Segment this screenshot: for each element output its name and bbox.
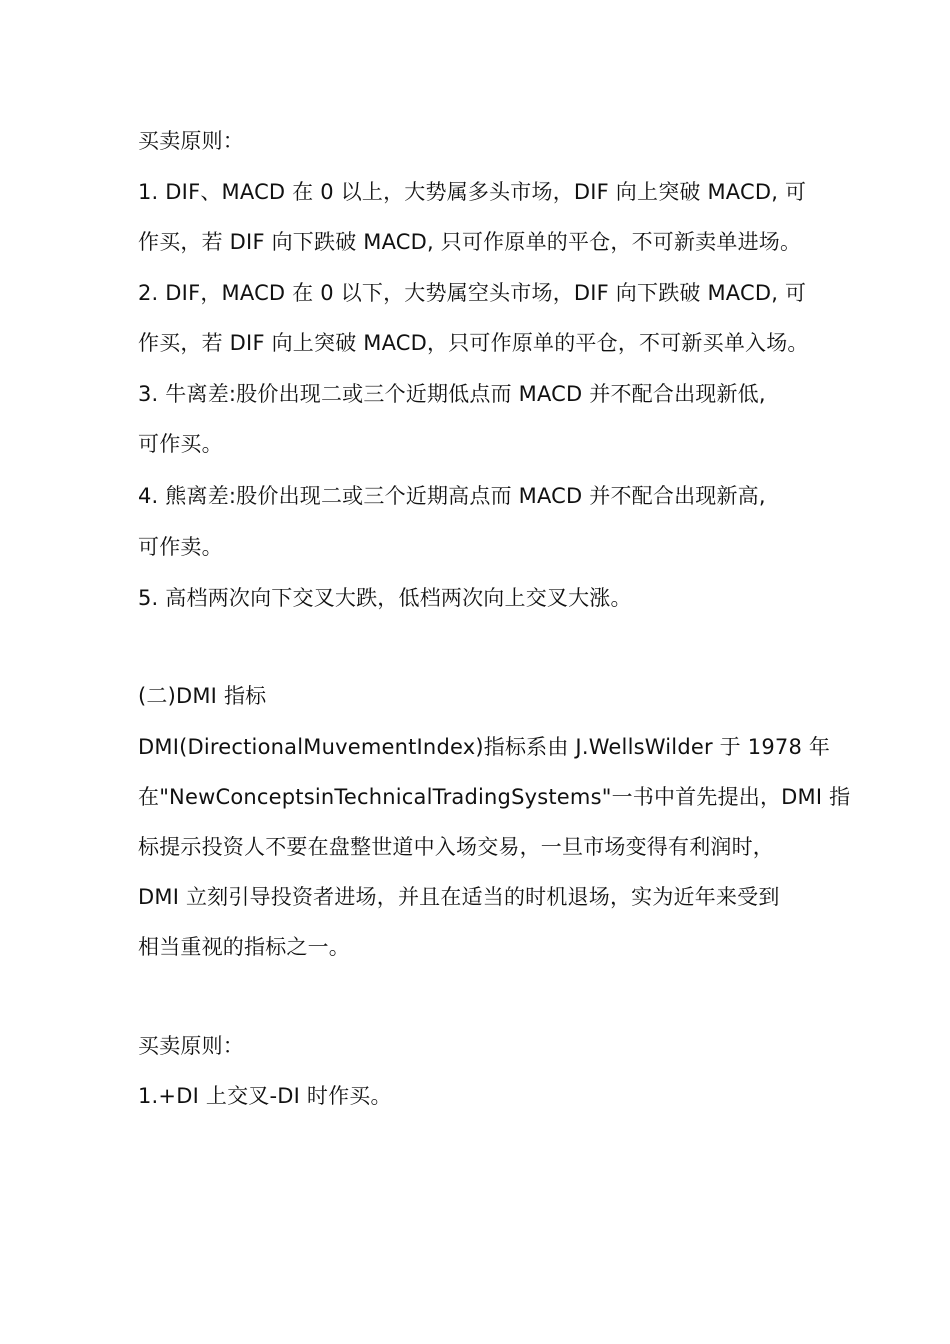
dmi-paragraph-line-3: 标提示投资人不要在盘整世道中入场交易，一旦市场变得有利润时， xyxy=(138,835,774,859)
section-heading-dmi: (二)DMI 指标 xyxy=(138,684,267,708)
rule-4-line-2: 可作卖。 xyxy=(138,535,223,559)
dmi-paragraph-line-1: DMI(DirectionalMuvementIndex)指标系由 J.WellsWilder 于 1978 年 xyxy=(138,735,831,759)
rule-4-line-1: 4. 熊离差:股价出现二或三个近期高点而 MACD 并不配合出现新高, xyxy=(138,484,766,508)
rule-1-line-2: 作买，若 DIF 向下跌破 MACD, 只可作原单的平仓，不可新卖单进场。 xyxy=(138,230,802,254)
rule-1-line-1: 1. DIF、MACD 在 0 以上，大势属多头市场，DIF 向上突破 MACD, 可 xyxy=(138,180,807,204)
rule-3-line-1: 3. 牛离差:股价出现二或三个近期低点而 MACD 并不配合出现新低, xyxy=(138,382,766,406)
rule-5-line-1: 5. 高档两次向下交叉大跌，低档两次向上交叉大涨。 xyxy=(138,586,632,610)
rule-3-line-2: 可作买。 xyxy=(138,432,223,456)
section-heading-trading-rules: 买卖原则： xyxy=(138,129,244,153)
dmi-rule-1: 1.+DI 上交叉-DI 时作买。 xyxy=(138,1084,392,1108)
dmi-paragraph-line-4: DMI 立刻引导投资者进场，并且在适当的时机退场，实为近年来受到 xyxy=(138,885,780,909)
rule-2-line-1: 2. DIF，MACD 在 0 以下，大势属空头市场，DIF 向下跌破 MACD, 可 xyxy=(138,281,807,305)
dmi-paragraph-line-5: 相当重视的指标之一。 xyxy=(138,935,350,959)
rule-2-line-2: 作买，若 DIF 向上突破 MACD，只可作原单的平仓，不可新买单入场。 xyxy=(138,331,809,355)
dmi-paragraph-line-2: 在"NewConceptsinTechnicalTradingSystems"一书中首先提出，DMI 指 xyxy=(138,785,851,809)
section-heading-dmi-trading-rules: 买卖原则： xyxy=(138,1034,244,1058)
